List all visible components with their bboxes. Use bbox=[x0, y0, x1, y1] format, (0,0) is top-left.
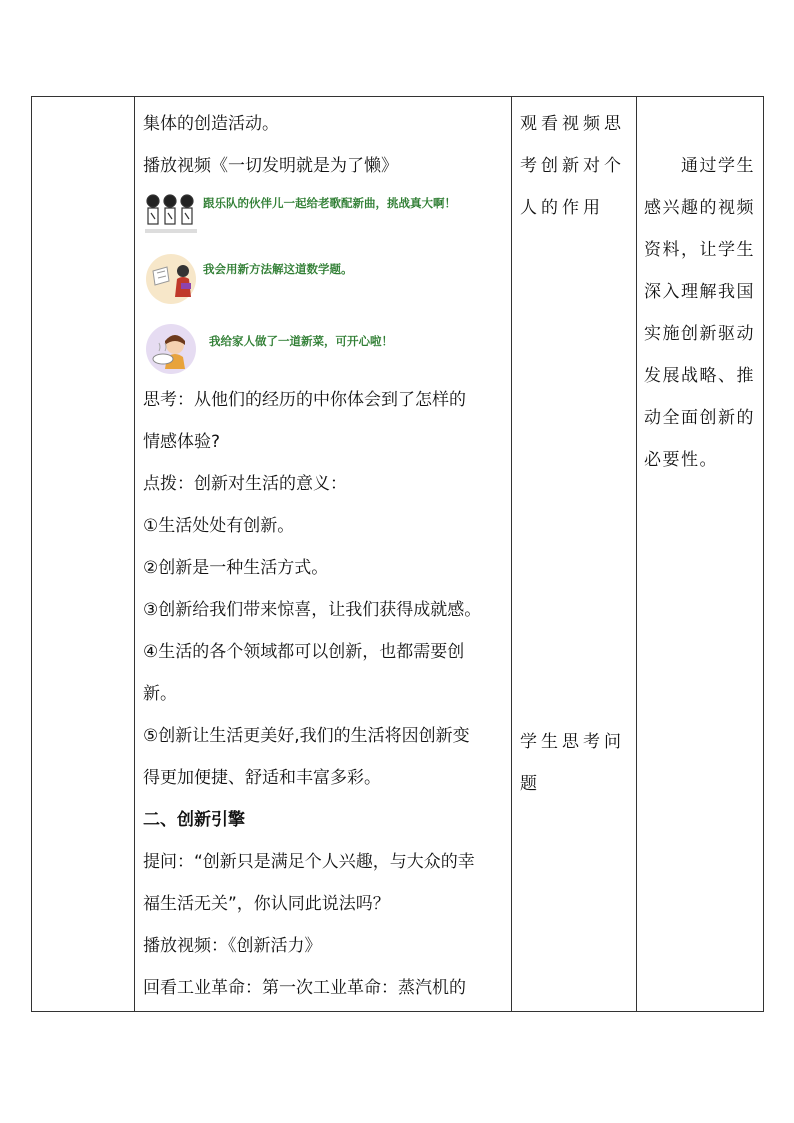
text-line: ①生活处处有创新。 bbox=[143, 516, 295, 536]
text-line: 深入理解我国 bbox=[644, 282, 755, 302]
text-line: 人的作用 bbox=[520, 198, 604, 218]
text-line: 情感体验? bbox=[143, 432, 221, 452]
lesson-table bbox=[31, 96, 764, 1012]
caption: 我给家人做了一道新菜，可开心啦！ bbox=[209, 334, 393, 348]
text-line: 播放视频《一切发明就是为了懒》 bbox=[143, 156, 398, 176]
text-line: ④生活的各个领域都可以创新，也都需要创 bbox=[143, 642, 465, 662]
cooking-illustration bbox=[145, 323, 197, 375]
text-line: 新。 bbox=[143, 684, 177, 704]
text-line: 回看工业革命：第一次工业革命：蒸汽机的 bbox=[143, 978, 466, 998]
caption: 跟乐队的伙伴儿一起给老歌配新曲，挑战真大啊！ bbox=[203, 196, 456, 210]
column-divider bbox=[511, 97, 512, 1011]
text-line: 集体的创造活动。 bbox=[143, 114, 279, 134]
text-line: 必要性。 bbox=[644, 450, 718, 470]
student-activity-block-1 bbox=[520, 103, 632, 229]
text-line: 资料，让学生 bbox=[644, 240, 755, 260]
text-line: 提问：“创新只是满足个人兴趣，与大众的幸 bbox=[143, 852, 475, 872]
column-divider bbox=[134, 97, 135, 1011]
math-illustration bbox=[145, 253, 197, 305]
text-line: 得更加便捷、舒适和丰富多彩。 bbox=[143, 768, 381, 788]
text-line: 思考：从他们的经历的中你体会到了怎样的 bbox=[143, 390, 466, 410]
text-line: ②创新是一种生活方式。 bbox=[143, 558, 329, 578]
design-intent-column bbox=[644, 145, 760, 481]
text-line: 动全面创新的 bbox=[644, 408, 755, 428]
text-line: 通过学生 bbox=[644, 156, 755, 176]
section-heading: 二、创新引擎 bbox=[143, 810, 245, 830]
example-row-math bbox=[143, 253, 509, 319]
text-line: 实施创新驱动 bbox=[644, 324, 755, 344]
text-line: 学生思考问 bbox=[520, 732, 625, 752]
student-activity-block-2 bbox=[520, 721, 632, 805]
example-row-band bbox=[143, 187, 509, 253]
teaching-process-column bbox=[143, 103, 509, 1009]
example-row-cooking bbox=[143, 319, 509, 379]
text-line: 点拨：创新对生活的意义： bbox=[143, 474, 347, 494]
text-line: 播放视频：《创新活力》 bbox=[143, 936, 322, 956]
text-line: 考创新对个 bbox=[520, 156, 625, 176]
text-line: ③创新给我们带来惊喜，让我们获得成就感。 bbox=[143, 600, 482, 620]
text-line: ⑤创新让生活更美好,我们的生活将因创新变 bbox=[143, 726, 470, 746]
text-line: 观看视频思 bbox=[520, 114, 625, 134]
text-line: 发展战略、推 bbox=[644, 366, 755, 386]
text-line: 福生活无关”，你认同此说法吗？ bbox=[143, 894, 390, 914]
text-line: 题 bbox=[520, 774, 541, 794]
column-divider bbox=[636, 97, 637, 1011]
caption: 我会用新方法解这道数学题。 bbox=[203, 262, 353, 276]
band-illustration bbox=[143, 189, 199, 237]
text-line: 感兴趣的视频 bbox=[644, 198, 755, 218]
